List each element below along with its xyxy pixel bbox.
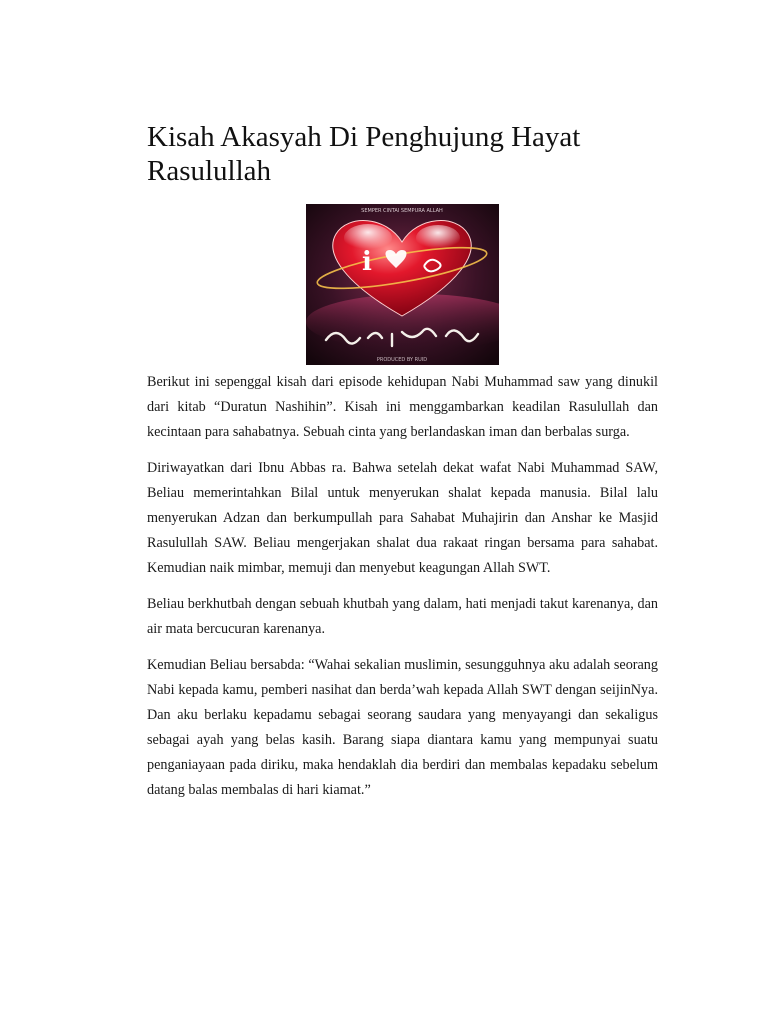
image-top-text: SEMPER CINTAI SEMPURA ALLAH [361,208,443,214]
image-letter-i: i [362,247,372,277]
title-line-1: Kisah Akasyah Di Penghujung Hayat [147,121,581,153]
heart-calligraphy-image [306,204,499,365]
title-line-2: Rasulullah [147,155,272,187]
page-title [147,120,667,188]
article-body [147,370,658,814]
heart-icon [306,204,499,365]
paragraph: Berikut ini sepenggal kisah dari episode kehidupan Nabi Muhammad saw yang dinukil dari kitab “Duratun Nashihin”. Kisah ini menggambarkan keadilan Rasulullah dan kecintaan para sahabatnya. Sebuah cinta yang berlandaskan iman dan berbalas surga. [147,374,658,440]
image-bottom-text: PRODUCED BY RUID [376,357,428,363]
paragraph: Diriwayatkan dari Ibnu Abbas ra. Bahwa setelah dekat wafat Nabi Muhammad SAW, Beliau memerintahkan Bilal untuk menyerukan shalat kepada manusia. Bilal lalu menyerukan Adzan dan berkumpullah para Sahabat Muhajirin dan Anshar ke Masjid Rasulullah SAW. Beliau mengerjakan shalat dua rakaat ringan bersama para sahabat. Kemudian naik mimbar, memuji dan menyebut keagungan Allah SWT. [147,460,658,576]
paragraph: Beliau berkhutbah dengan sebuah khutbah yang dalam, hati menjadi takut karenanya, dan air mata bercucuran karenanya. [147,596,658,637]
paragraph: Kemudian Beliau bersabda: “Wahai sekalian muslimin, sesungguhnya aku adalah seorang Nabi kepada kamu, pemberi nasihat dan berda’wah kepada Allah SWT dengan seijinNya. Dan aku berlaku kepadamu sebagai seorang saudara yang menyayangi dan sekaligus sebagai ayah yang belas kasih. Barang siapa diantara kamu yang mempunyai suatu penganiayaan pada diriku, maka hendaklah dia berdiri dan membalas kepadaku sebelum datang balas membalas di hari kiamat.” [147,657,658,798]
